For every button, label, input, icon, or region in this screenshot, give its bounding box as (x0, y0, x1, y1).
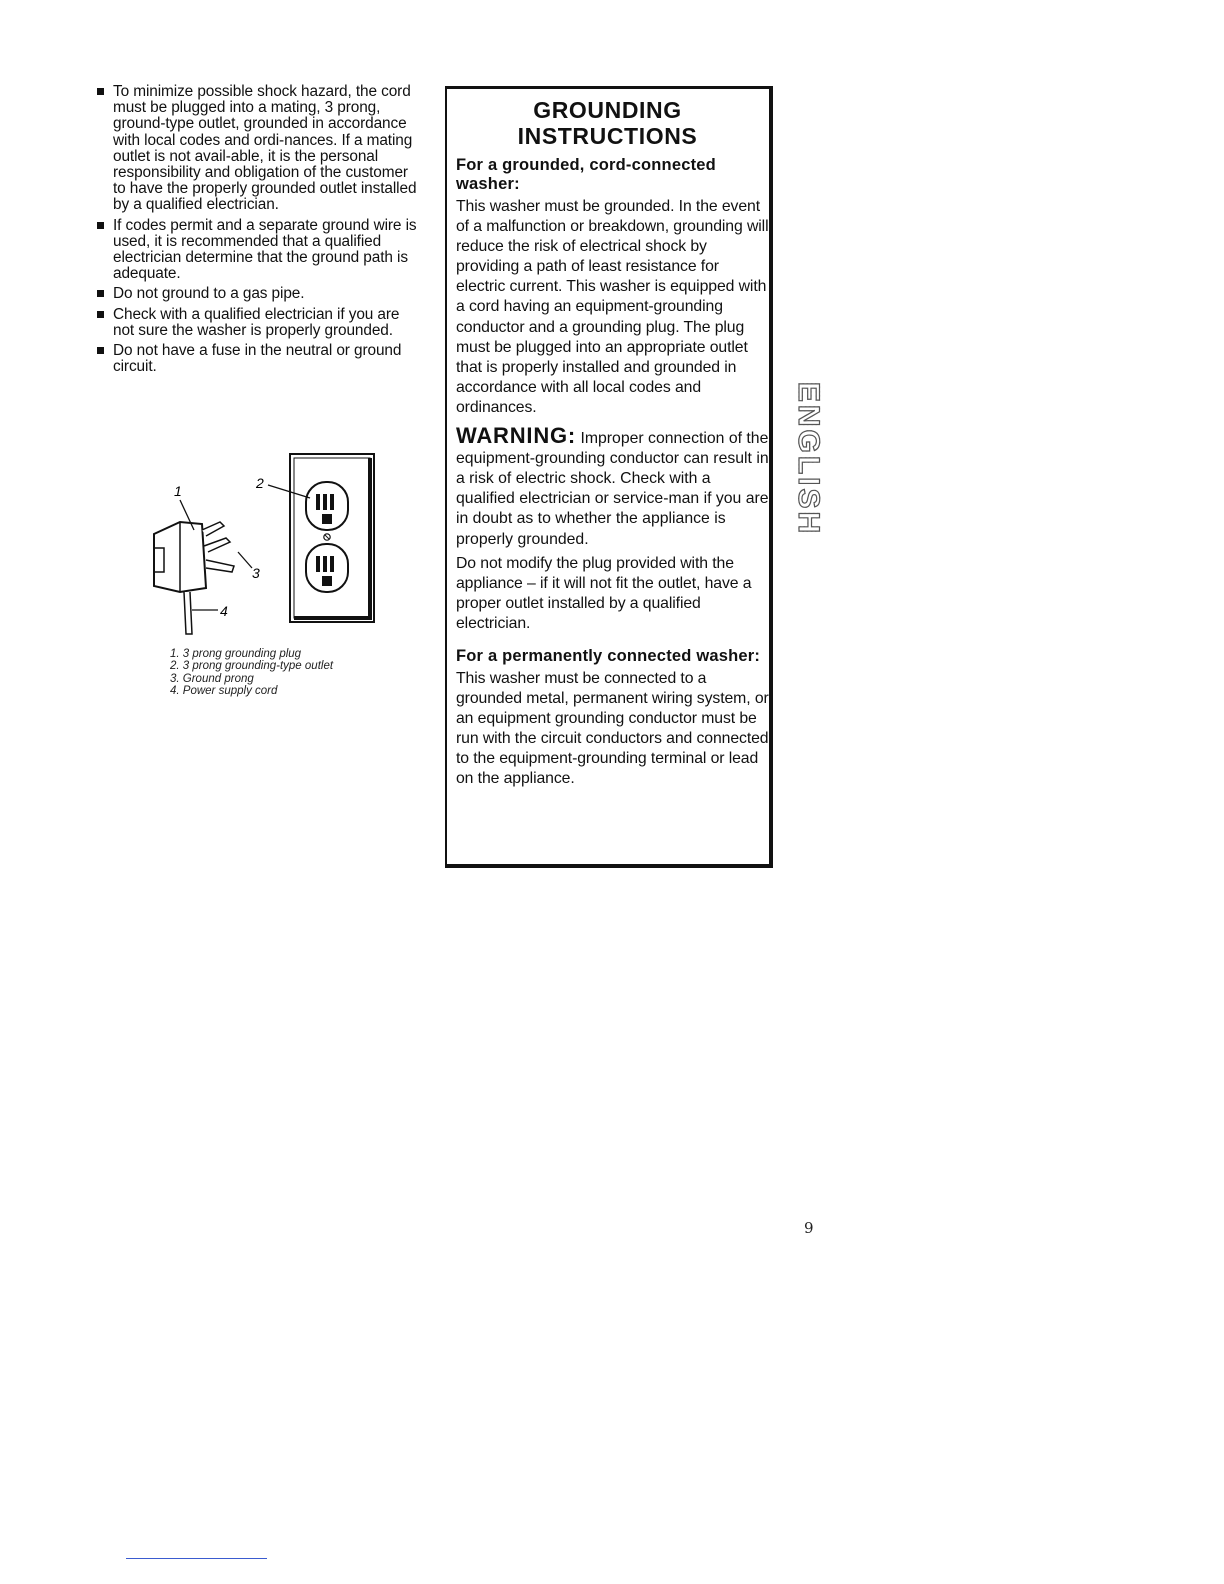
bullet-square-icon (97, 88, 104, 95)
outlet-icon (290, 454, 374, 622)
caption-item: 3. Ground prong (170, 672, 254, 685)
plug-outlet-illustration (140, 450, 390, 640)
bullet-item (96, 343, 422, 375)
bullet-square-icon (97, 290, 104, 297)
bullet-text: Do not have a fuse in the neutral or ground circuit. (113, 342, 402, 376)
bullet-item (96, 286, 422, 302)
bullet-text: Do not ground to a gas pipe. (113, 285, 305, 303)
caption-item: 4. Power supply cord (170, 685, 278, 698)
side-tab-label: ENGLISH (792, 381, 826, 537)
safety-bullets-column (96, 84, 422, 379)
bullet-item (96, 218, 422, 283)
permanent-text: This washer must be connected to a grounded metal, permanent wiring system, or an equipment grounding conductor must be run with the circuit conductors and connected to the equipment-grounding terminal or lead on the appliance. (456, 669, 769, 788)
bullet-item (96, 84, 422, 214)
caption-item: 1. 3 prong grounding plug (170, 648, 302, 660)
cord-connected-text: This washer must be grounded. In the event of a malfunction or breakdown, grounding will reduce the risk of electrical shock by providing a path of least resistance for electric current. This washer is equipped with a cord having an equipment-grounding conductor and a grounding plug. The plug must be plugged into an appropriate outlet that is properly installed and grounded in accordance with all local codes and ordinances. (456, 198, 769, 416)
callout-1: 1 (174, 483, 182, 499)
language-side-tab (790, 366, 826, 552)
warning-block (456, 423, 769, 550)
warning-label: WARNING: (456, 423, 577, 449)
callout-3: 3 (252, 565, 260, 581)
page-number: 9 (804, 1219, 814, 1237)
bullet-item (96, 307, 422, 339)
bullet-text: To minimize possible shock hazard, the cord must be plugged into a mating, 3 prong, ground-type outlet, grounded in accordance with local codes and ordi-nances. If a mating outlet is not avail-able, it is the personal responsibility and obligation of the customer to have the properly grounded outlet installed by a qualified electrician. (113, 83, 417, 214)
bullet-text: If codes permit and a separate ground wire is used, it is recommended that a qualified electrician determine that the ground path is adequate. (113, 216, 417, 283)
cord-connected-heading: For a grounded, cord-connected washer: (456, 156, 716, 193)
figure-captions (170, 648, 410, 698)
callout-2: 2 (256, 475, 264, 491)
caption-item: 2. 3 prong grounding-type outlet (170, 660, 334, 673)
callout-4: 4 (220, 603, 228, 619)
title-line: INSTRUCTIONS (517, 123, 698, 149)
permanent-heading: For a permanently connected washer: (456, 646, 761, 665)
bullet-square-icon (97, 347, 104, 354)
plug-outlet-svg (140, 450, 390, 640)
bullet-square-icon (97, 311, 104, 318)
footer-rule (126, 1558, 267, 1559)
box-title (456, 97, 759, 149)
safety-bullet-list (96, 84, 422, 375)
warning-text: Improper connection of the equipment-grounding conductor can result in a risk of electric shock. Check with a qualified electrician or service-man if you are in doubt as to whether the appliance is properly grounded. (456, 430, 769, 548)
bullet-text: Check with a qualified electrician if you are not sure the washer is properly grounded. (113, 305, 400, 339)
grounding-instructions-box (445, 86, 773, 868)
bullet-square-icon (97, 222, 104, 229)
title-line: GROUNDING (533, 97, 682, 123)
modify-plug-text: Do not modify the plug provided with the appliance – if it will not fit the outlet, have a proper outlet installed by a qualified electrician. (456, 554, 752, 632)
